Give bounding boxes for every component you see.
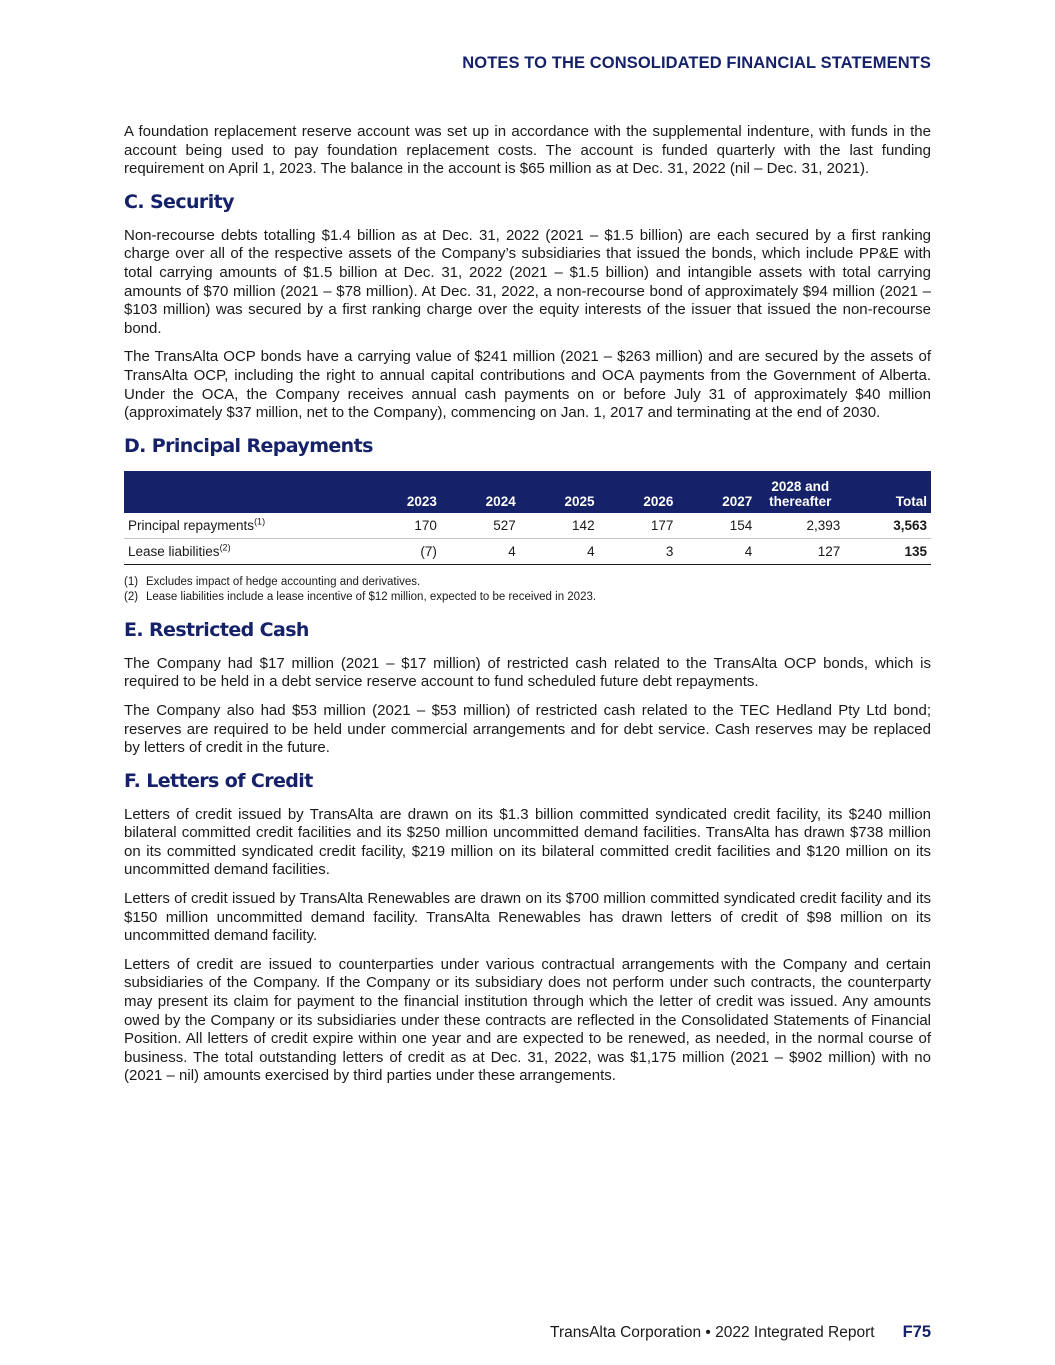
section-heading-restricted-cash: E. Restricted Cash bbox=[124, 618, 309, 641]
section-heading-letters-of-credit: F. Letters of Credit bbox=[124, 769, 313, 792]
col-header-2027: 2027 bbox=[677, 471, 756, 513]
table-header-blank bbox=[124, 471, 362, 513]
col-header-2026: 2026 bbox=[599, 471, 678, 513]
col-header-2028-thereafter: 2028 and thereafter bbox=[756, 471, 844, 513]
footnote-mark: (2) bbox=[124, 590, 139, 603]
cell-value: 127 bbox=[756, 538, 844, 564]
page-footer bbox=[550, 1323, 931, 1342]
footnote-mark: (1) bbox=[124, 575, 139, 588]
row-label: Principal repayments bbox=[128, 517, 255, 533]
col-header-2025: 2025 bbox=[520, 471, 599, 513]
row-label-cell bbox=[124, 513, 362, 539]
footnote-ref: (1) bbox=[254, 516, 266, 527]
footer-text: TransAlta Corporation • 2022 Integrated Report bbox=[550, 1324, 875, 1341]
row-label-cell bbox=[124, 538, 362, 564]
cell-value: (7) bbox=[362, 538, 441, 564]
page-header: NOTES TO THE CONSOLIDATED FINANCIAL STATEMENTS bbox=[462, 54, 931, 72]
cell-value: 2,393 bbox=[756, 513, 844, 539]
restricted-paragraph-1: The Company had $17 million (2021 – $17 million) of restricted cash related to the TransAlta OCP bonds, which is required to be held in a debt service reserve account to fund scheduled future debt repayments. bbox=[124, 654, 931, 691]
letters-paragraph-3: Letters of credit are issued to counterparties under various contractual arrangements with the Company and certain subsidiaries of the Company. If the Company or its subsidiary does not perform under such contracts, the counterparty may present its claim for payment to the financial institution through which the letter of credit was issued. Any amounts owed by the Company or its subsidiaries under these contracts are reflected in the Consolidated Statements of Financial Position. All letters of credit expire within one year and are expected to be renewed, as needed, in the normal course of business. The total outstanding letters of credit as at Dec. 31, 2022, was $1,175 million (2021 – $902 million) with no (2021 – nil) amounts exercised by third parties under these arrangements. bbox=[124, 955, 931, 1085]
section-heading-principal-repayments: D. Principal Repayments bbox=[124, 434, 373, 457]
table-row bbox=[124, 513, 931, 539]
cell-value: 3 bbox=[599, 538, 678, 564]
cell-total: 3,563 bbox=[844, 513, 931, 539]
table-row bbox=[124, 538, 931, 564]
letters-paragraph-1: Letters of credit issued by TransAlta are drawn on its $1.3 billion committed syndicated credit facility, its $240 million bilateral committed credit facilities and its $250 million uncommitted demand facilities. TransAlta has drawn $738 million on its committed syndicated credit facility, $219 million on its bilateral committed credit facilities and $120 million on its uncommitted demand facilities. bbox=[124, 805, 931, 879]
footnote-text: Lease liabilities include a lease incentive of $12 million, expected to be received in 2023. bbox=[146, 590, 597, 603]
table-header-row bbox=[124, 471, 931, 513]
footnote-ref: (2) bbox=[219, 542, 231, 553]
cell-value: 170 bbox=[362, 513, 441, 539]
cell-value: 4 bbox=[520, 538, 599, 564]
cell-value: 154 bbox=[677, 513, 756, 539]
footnote bbox=[124, 575, 931, 590]
col-header-2023: 2023 bbox=[362, 471, 441, 513]
cell-value: 142 bbox=[520, 513, 599, 539]
cell-total: 135 bbox=[844, 538, 931, 564]
page-content bbox=[124, 123, 931, 1096]
col-header-total: Total bbox=[844, 471, 931, 513]
cell-value: 177 bbox=[599, 513, 678, 539]
footnote-text: Excludes impact of hedge accounting and derivatives. bbox=[146, 575, 421, 588]
table-footnotes bbox=[124, 575, 931, 605]
security-paragraph-2: The TransAlta OCP bonds have a carrying value of $241 million (2021 – $263 million) and are secured by the assets of TransAlta OCP, including the right to annual capital contributions and OCA payments from the Government of Alberta. Under the OCA, the Company receives annual cash payments on or before July 31 of approximately $40 million (approximately $37 million, net to the Company), commencing on Jan. 1, 2017 and terminating at the end of 2030. bbox=[124, 348, 931, 422]
intro-paragraph: A foundation replacement reserve account was set up in accordance with the supplemental indenture, with funds in the account being used to pay foundation replacement costs. The account is funded quarterly with the last funding requirement on April 1, 2023. The balance in the account is $65 million as at Dec. 31, 2022 (nil – Dec. 31, 2021). bbox=[124, 123, 931, 178]
cell-value: 4 bbox=[677, 538, 756, 564]
cell-value: 527 bbox=[441, 513, 520, 539]
cell-value: 4 bbox=[441, 538, 520, 564]
letters-paragraph-2: Letters of credit issued by TransAlta Renewables are drawn on its $700 million committed syndicated credit facility and its $150 million uncommitted demand facility. TransAlta Renewables has drawn letters of credit of $98 million on its uncommitted demand facility. bbox=[124, 890, 931, 945]
row-label: Lease liabilities bbox=[128, 543, 220, 559]
restricted-paragraph-2: The Company also had $53 million (2021 – $53 million) of restricted cash related to the TEC Hedland Pty Ltd bond; reserves are required to be held under commercial arrangements and for debt service. Cash reserves may be replaced by letters of credit in the future. bbox=[124, 701, 931, 757]
section-heading-security: C. Security bbox=[124, 190, 234, 213]
col-header-2024: 2024 bbox=[441, 471, 520, 513]
page-number: F75 bbox=[902, 1323, 931, 1341]
footnote bbox=[124, 590, 931, 605]
principal-repayments-table bbox=[124, 471, 931, 565]
security-paragraph-1: Non-recourse debts totalling $1.4 billion as at Dec. 31, 2022 (2021 – $1.5 billion) are each secured by a first ranking charge over all of the respective assets of the Company’s subsidiaries that issued the bonds, which include PP&E with total carrying amounts of $1.5 billion at Dec. 31, 2022 (2021 – $1.5 billion) and intangible assets with total carrying amounts of $70 million (2021 – $78 million). At Dec. 31, 2022, a non-recourse bond of approximately $94 million (2021 – $103 million) was secured by a first ranking charge over the equity interests of the issuer that issued the non-recourse bond. bbox=[124, 226, 931, 337]
